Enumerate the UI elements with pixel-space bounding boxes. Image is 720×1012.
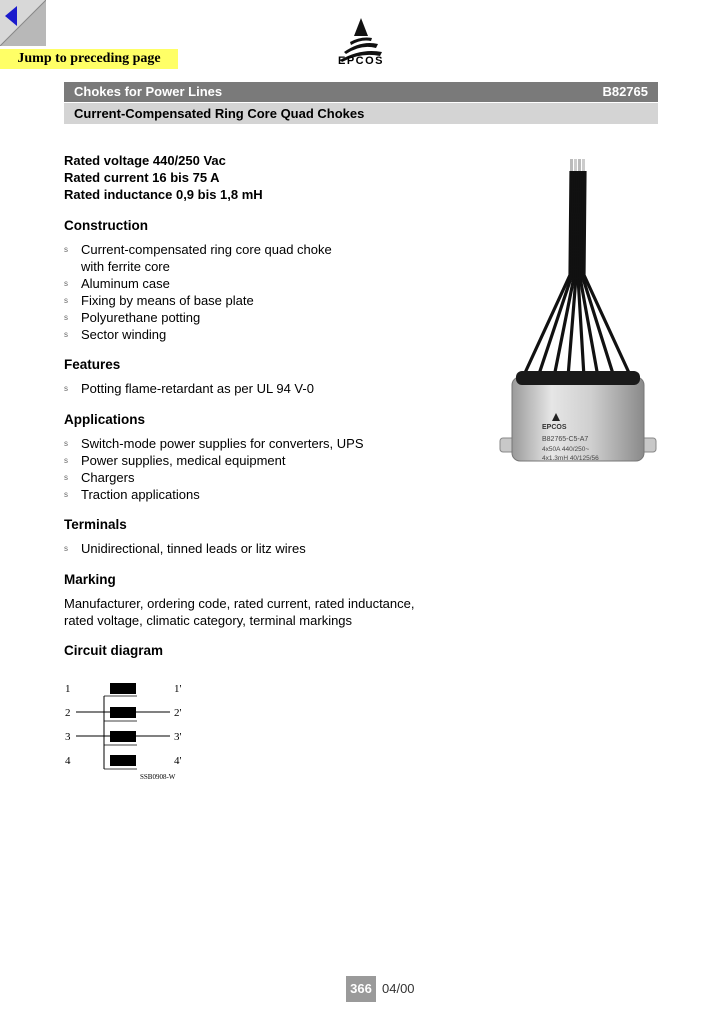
terminals-heading: Terminals	[64, 517, 127, 532]
subtitle-bar	[64, 103, 658, 124]
circuit-diagram-heading: Circuit diagram	[64, 643, 164, 658]
marking-heading: Marking	[64, 572, 116, 587]
diagram-right-label: 4'	[174, 755, 182, 767]
jump-to-preceding-page-button[interactable]: Jump to preceding page	[0, 49, 178, 69]
coil-2	[110, 707, 136, 718]
diagram-right-label: 3'	[174, 731, 182, 743]
bullet-marker: s	[64, 544, 68, 553]
logo-brand-text: EPCOS	[337, 55, 384, 67]
bullet-marker: s	[64, 456, 68, 465]
back-arrow-icon[interactable]	[0, 0, 46, 46]
rating-inductance: Rated inductance 0,9 bis 1,8 mH	[64, 187, 263, 202]
photo-rating: 4x50A 440/250~	[542, 446, 590, 453]
bullet-marker: s	[64, 245, 68, 254]
bullet-marker: s	[64, 296, 68, 305]
page-subtitle: Current-Compensated Ring Core Quad Chokes	[74, 106, 365, 121]
marking-text-line: rated voltage, climatic category, terminal markings	[64, 613, 353, 628]
photo-inductance: 4x1.3mH 40/125/56	[542, 455, 599, 462]
page-title: Chokes for Power Lines	[74, 84, 223, 99]
features-heading: Features	[64, 357, 121, 372]
product-photo	[498, 155, 658, 475]
photo-code: B82765-C5-A7	[542, 436, 589, 443]
marking-text-line: Manufacturer, ordering code, rated current, rated inductance,	[64, 596, 415, 611]
bullet-marker: s	[64, 313, 68, 322]
applications-heading: Applications	[64, 412, 146, 427]
diagram-left-label: 2	[65, 707, 71, 719]
diagram-left-label: 4	[65, 755, 71, 767]
bullet-marker: s	[64, 473, 68, 482]
diagram-code: SSB0908-W	[140, 773, 176, 781]
coil-3	[110, 731, 136, 742]
page-title-bar	[64, 82, 658, 102]
circuit-diagram	[62, 675, 202, 785]
rating-voltage: Rated voltage 440/250 Vac	[64, 153, 226, 168]
bullet-marker: s	[64, 439, 68, 448]
page-date: 04/00	[382, 981, 415, 996]
part-number: B82765	[602, 84, 648, 99]
bullet-marker: s	[64, 490, 68, 499]
coil-4	[110, 755, 136, 766]
diagram-left-label: 1	[65, 683, 71, 695]
diagram-right-label: 1'	[174, 683, 182, 695]
rating-current: Rated current 16 bis 75 A	[64, 170, 220, 185]
bullet-marker: s	[64, 279, 68, 288]
diagram-left-label: 3	[65, 731, 71, 743]
bullet-marker: s	[64, 384, 68, 393]
bullet-marker: s	[64, 330, 68, 339]
construction-heading: Construction	[64, 218, 148, 233]
coil-1	[110, 683, 136, 694]
photo-brand: EPCOS	[542, 424, 567, 431]
diagram-right-label: 2'	[174, 707, 182, 719]
page-number: 366	[346, 976, 376, 1002]
